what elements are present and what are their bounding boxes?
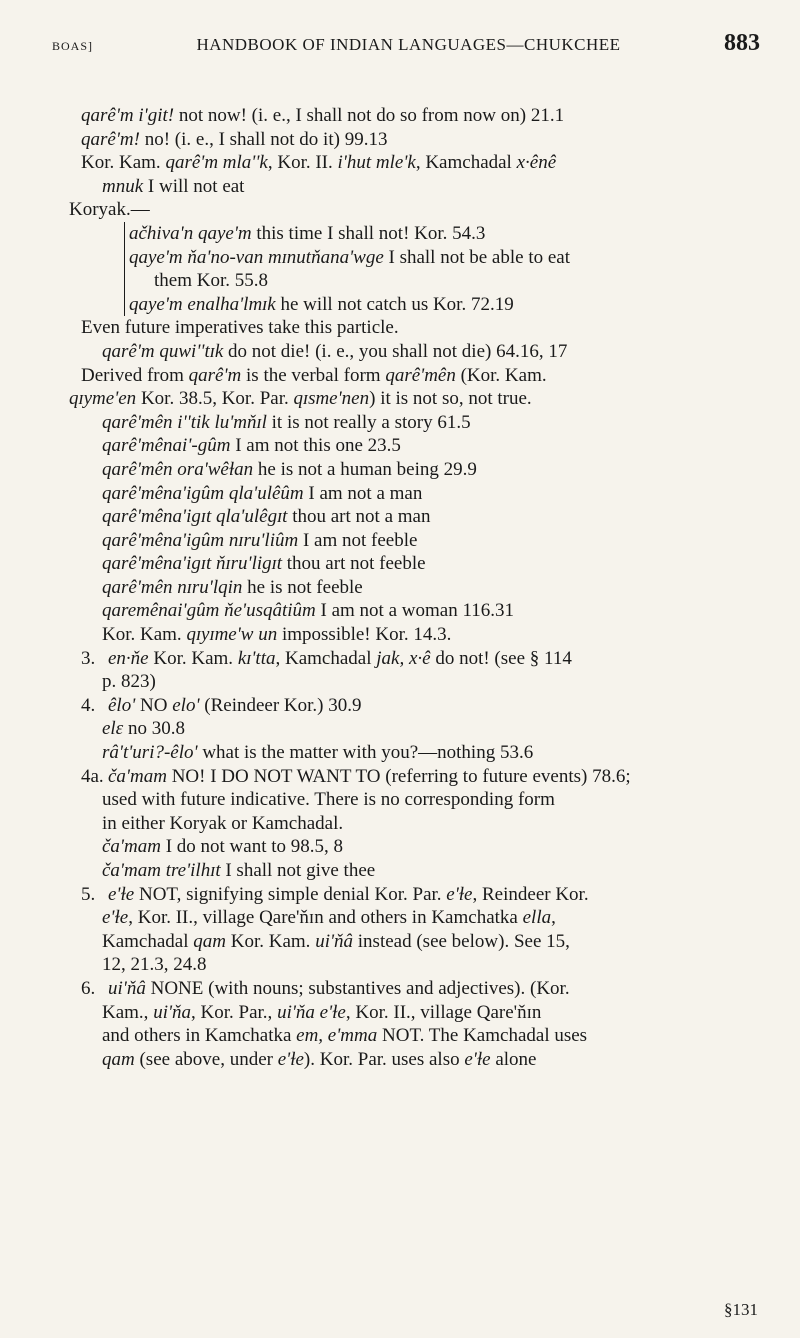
gloss-text: ) it is not so, not true.: [369, 388, 532, 410]
gloss-text: Kor. Kam.: [81, 152, 166, 174]
gloss-text: Derived from: [81, 364, 189, 386]
gloss-text: , Kamchadal: [275, 647, 377, 669]
native-term: qam: [102, 1048, 135, 1070]
text-line: [52, 647, 760, 671]
text-line: [52, 128, 760, 152]
native-term: qarê'm i'git!: [81, 105, 175, 126]
gloss-text: and others in Kamchatka: [102, 1025, 297, 1047]
native-term: ačhiva'n qaye'm: [129, 222, 252, 244]
gloss-text: (Reindeer Kor.) 30.9: [199, 694, 362, 716]
text-line: [52, 835, 760, 859]
entry-number: 4.: [81, 694, 96, 716]
gloss-text: Kor. Kam.: [148, 647, 238, 669]
text-line: [52, 552, 760, 576]
gloss-text: I will not eat: [143, 175, 245, 197]
native-term: elo': [172, 694, 200, 716]
gloss-text: them Kor. 55.8: [154, 270, 268, 292]
native-term: ča'mam: [102, 836, 161, 858]
text-line: [52, 482, 760, 506]
header-author: BOAS]: [52, 39, 94, 53]
native-term: ui'ňa: [153, 1001, 192, 1023]
gloss-text: thou art not a man: [287, 506, 431, 528]
text-line: [129, 222, 760, 246]
text-line: [52, 765, 760, 789]
native-term: e'ɫe: [277, 1048, 304, 1070]
gloss-text: , Kor. Par.,: [191, 1001, 278, 1023]
native-term: qarê'm quwi''tɪk: [102, 340, 224, 362]
text-line: [52, 104, 760, 128]
gloss-text: Kor. Kam.: [226, 930, 316, 952]
gloss-text: do not! (see § 114: [430, 647, 572, 669]
text-line: [52, 859, 760, 883]
gloss-text: Kamchadal: [102, 930, 194, 952]
gloss-text: , Kor. II., village Qare'ňɪn and others in Kamchatka: [128, 907, 523, 929]
native-term: qarê'mêna'igûm qla'ulêûm: [102, 482, 304, 504]
gloss-text: I am not feeble: [298, 529, 418, 551]
gloss-text: Kam.,: [102, 1001, 154, 1023]
native-term: ča'mam tre'ilhɪt: [102, 860, 221, 881]
text-line: [52, 576, 760, 600]
gloss-text: this time I shall not! Kor. 54.3: [251, 222, 486, 244]
gloss-text: I shall not give thee: [220, 860, 376, 881]
gloss-text: , Kor. II., village Qare'ňɪn: [345, 1001, 542, 1023]
native-term: jak, x·ê: [376, 647, 431, 669]
native-term: qɪsme'nen: [293, 388, 370, 410]
native-term: ui'ňa e'ɫe: [277, 1001, 346, 1023]
entry-number: 6.: [81, 977, 96, 999]
native-term: ella: [522, 907, 552, 929]
gloss-text: in either Koryak or Kamchadal.: [102, 812, 344, 834]
native-term: râ't'uri?-êlo': [102, 742, 198, 764]
gloss-text: , Kor. II.: [267, 152, 338, 174]
native-term: qarê'mên ora'wêɫan: [102, 458, 254, 480]
gloss-text: NO: [135, 694, 173, 716]
native-term: e'ɫe: [108, 883, 135, 905]
text-line: [129, 269, 760, 293]
running-header: [52, 30, 760, 70]
native-term: êlo': [108, 694, 136, 716]
native-term: qarê'mênai'-gûm: [102, 435, 231, 457]
native-term: elɛ: [102, 718, 124, 740]
gloss-text: Kor. Kam.: [102, 624, 187, 646]
gloss-text: Kor. 38.5, Kor. Par.: [136, 388, 294, 410]
gloss-text: he is not feeble: [242, 576, 363, 598]
section-mark: §131: [724, 1300, 758, 1319]
text-line: [52, 411, 760, 435]
gloss-text: (Kor. Kam.: [455, 364, 547, 386]
text-line: [52, 151, 760, 175]
native-term: e'ɫe: [102, 907, 129, 929]
text-line: [52, 977, 760, 1001]
gloss-text: NO! I DO NOT WANT TO (referring to future events) 78.6;: [166, 765, 631, 787]
text-line: [52, 930, 760, 954]
text-line: [52, 1048, 760, 1072]
gloss-text: it is not really a story 61.5: [266, 411, 471, 433]
text-line: [52, 175, 760, 199]
gloss-text: p. 823): [102, 671, 156, 693]
text-line: [52, 812, 760, 836]
text-line: [52, 883, 760, 907]
gloss-text: ). Kor. Par. uses also: [303, 1048, 465, 1070]
text-line: [52, 198, 760, 222]
text-line: [52, 741, 760, 765]
native-term: ča'mam: [108, 765, 167, 787]
text-line: [52, 505, 760, 529]
text-line: [52, 387, 760, 411]
gloss-text: , Reindeer Kor.: [472, 883, 589, 905]
native-term: qarê'mên i''tik lu'mňɪl: [102, 411, 267, 433]
native-term: qaye'm ňa'no-van mɪnutňana'wge: [129, 246, 384, 268]
text-line: [52, 1024, 760, 1048]
gloss-text: used with future indicative. There is no corresponding form: [102, 789, 555, 811]
native-term: qarê'mêna'igɪt ňɪru'ligɪt: [102, 553, 283, 575]
text-line: [52, 694, 760, 718]
gloss-text: 12, 21.3, 24.8: [102, 954, 207, 976]
header-title: HANDBOOK OF INDIAN LANGUAGES—CHUKCHEE: [196, 35, 621, 54]
gloss-text: , Kamchadal: [415, 152, 517, 174]
gloss-text: NONE (with nouns; substantives and adjectives). (Kor.: [145, 977, 570, 999]
gloss-text: he will not catch us Kor. 72.19: [275, 293, 514, 315]
native-term: qarê'mên: [385, 364, 456, 386]
native-term: qarê'm mla''k: [165, 152, 268, 174]
text-line: [129, 293, 760, 317]
gloss-text: Even future imperatives take this particle.: [81, 317, 399, 339]
gloss-text: alone: [490, 1048, 537, 1070]
native-term: qarê'mêna'igɪt qla'ulêgɪt: [102, 506, 288, 528]
koryak-example-block: [124, 222, 760, 316]
native-term: qarê'mên nɪru'lqin: [102, 576, 243, 598]
gloss-text: instead (see below). See 15,: [353, 930, 570, 952]
text-line: [52, 599, 760, 623]
body-text: [52, 104, 760, 1071]
text-line: [52, 316, 760, 340]
text-line: [52, 458, 760, 482]
native-term: e'ɫe: [464, 1048, 491, 1070]
gloss-text: impossible! Kor. 14.3.: [277, 624, 452, 646]
text-line: [52, 788, 760, 812]
native-term: qarê'm!: [81, 128, 140, 150]
native-term: em, e'mma: [296, 1025, 378, 1047]
native-term: mnuk: [102, 175, 144, 197]
gloss-text: no! (i. e., I shall not do it) 99.13: [139, 128, 388, 150]
native-term: i'hut mle'k: [337, 152, 416, 174]
gloss-text: Koryak.—: [69, 199, 150, 221]
text-line: [52, 1001, 760, 1025]
native-term: qaremênai'gûm ňe'usqâtiûm: [102, 600, 316, 622]
native-term: x·ênê: [516, 152, 557, 174]
gloss-text: (see above, under: [134, 1048, 278, 1070]
text-line: [52, 906, 760, 930]
native-term: qɪyɪme'w un: [186, 624, 278, 646]
entry-number: 5.: [81, 883, 96, 905]
native-term: qarê'mêna'igûm nɪru'liûm: [102, 529, 299, 551]
page-number: 883: [724, 30, 760, 56]
native-term: en·ňe: [108, 647, 149, 669]
gloss-text: NOT, signifying simple denial Kor. Par.: [134, 883, 447, 905]
native-term: qarê'm: [188, 364, 242, 386]
native-term: kɪ'tta: [237, 647, 276, 669]
entry-number: 3.: [81, 647, 96, 669]
native-term: ui'ňâ: [108, 977, 146, 999]
text-line: [129, 246, 760, 270]
native-term: e'ɫe: [446, 883, 473, 905]
gloss-text: I am not this one 23.5: [230, 435, 401, 457]
native-term: ui'ňâ: [315, 930, 354, 952]
gloss-text: what is the matter with you?—nothing 53.6: [197, 742, 534, 764]
gloss-text: I am not a woman 116.31: [315, 600, 514, 622]
text-line: [52, 434, 760, 458]
text-line: [52, 717, 760, 741]
text-line: [52, 340, 760, 364]
entry-number: 4a.: [81, 765, 104, 787]
native-term: qaye'm enalha'lmɪk: [129, 293, 276, 315]
text-line: [52, 623, 760, 647]
text-line: [52, 670, 760, 694]
gloss-text: he is not a human being 29.9: [253, 458, 477, 480]
text-line: [52, 529, 760, 553]
gloss-text: thou art not feeble: [282, 553, 426, 575]
gloss-text: not now! (i. e., I shall not do so from now on) 21.1: [174, 105, 565, 126]
gloss-text: no 30.8: [123, 718, 185, 740]
gloss-text: ,: [551, 907, 556, 929]
gloss-text: NOT. The Kamchadal uses: [377, 1025, 588, 1047]
gloss-text: I am not a man: [303, 482, 423, 504]
gloss-text: do not die! (i. e., you shall not die) 64.16, 17: [223, 340, 568, 362]
native-term: qam: [193, 930, 226, 952]
gloss-text: I shall not be able to eat: [383, 246, 570, 268]
gloss-text: I do not want to 98.5, 8: [160, 836, 344, 858]
native-term: qɪyme'en: [69, 388, 137, 410]
gloss-text: is the verbal form: [241, 364, 386, 386]
text-line: [52, 364, 760, 388]
text-line: [52, 953, 760, 977]
